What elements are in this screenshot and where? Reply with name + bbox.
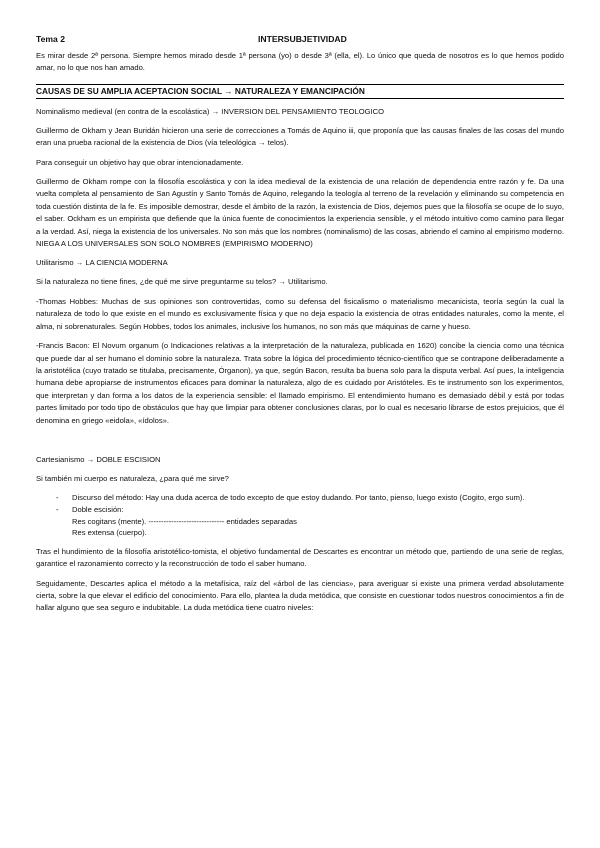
cartesianismo-list [36, 492, 564, 515]
cartesianismo-heading: Cartesianismo → DOBLE ESCISION [36, 454, 161, 464]
utilitarismo-paragraph-1: Si la naturaleza no tiene fines, ¿de qué me sirve preguntarme su telos? → Utilitarismo. [36, 277, 328, 287]
cartesianismo-question: Si también mi cuerpo es naturaleza, ¿para qué me sirve? [36, 473, 229, 483]
res-cogitans-line: Res cogitans (mente). ------------------------------ entidades separadas [72, 516, 297, 526]
utilitarismo-heading: Utilitarismo → LA CIENCIA MODERNA [36, 258, 168, 268]
topic-number: Tema 2 [36, 34, 65, 44]
nominalismo-paragraph-1: Guillermo de Okham y Jean Buridán hicieron una serie de correcciones a Tomás de Aquino iii, que proponía que las causas finales de las cosas del mundo eran una prueba racional de la existencia de Dios (vía teleológica → telos). [36, 125, 564, 148]
nominalismo-paragraph-2: Para conseguir un objetivo hay que obrar intencionadamente. [36, 157, 244, 167]
hobbes-paragraph: -Thomas Hobbes: Muchas de sus opiniones son controvertidas, como su defensa del fisicalismo o materialismo mecanicista, teoría según la cual la naturaleza de todo lo que existe en el mundo es exclusivamente física y que no deja espacio la existencia de otras entidades naturales, como la mente, el alma, ni sobrenaturales. Según Hobbes, todos los animales, inclusive los humanos, no son más que máquinas de carne y hueso. [36, 296, 564, 331]
res-extensa-line: Res extensa (cuerpo). [72, 528, 147, 538]
intro-paragraph: Es mirar desde 2ª persona. Siempre hemos mirado desde 1ª persona (yo) o desde 3ª (ella, el). Lo único que queda de nosotros es lo que hemos podido amar, no lo que nos han amado. [36, 51, 564, 73]
page-title: INTERSUBJETIVIDAD [258, 34, 347, 44]
list-item: - Discurso del método: Hay una duda acerca de todo excepto de que estoy dudando. Por tanto, pienso, luego existo (Cogito, ergo sum). [56, 493, 525, 503]
descartes-paragraph-2: Seguidamente, Descartes aplica el método a la metafísica, raíz del «árbol de las ciencias», para averiguar si existe una primera verdad absolutamente cierta, sobre la que elevar el edificio del conocimiento. Para ello, plantea la duda metódica, que consiste en cuestionar todos nuestros conocimientos a fin de hallar alguno que sea seguro e indubitable. La duda metódica tiene cuatro niveles: [36, 578, 564, 613]
descartes-paragraph-1: Tras el hundimiento de la filosofía aristotélico-tomista, el objetivo fundamental de Descartes es encontrar un método que, partiendo de una serie de reglas, garantice el razonamiento correcto y la reconstrucción de todo el saber humano. [36, 546, 564, 569]
list-item: - Doble escisión: [56, 504, 124, 514]
bacon-paragraph: -Francis Bacon: El Novum organum (o Indicaciones relativas a la interpretación de la naturaleza, publicada en 1620) concibe la ciencia como una técnica que puede dar al ser humano el dominio sobre la naturaleza. Trata sobre la lógica del procedimiento técnico-científico que se contrapone deliberadamente a la aristotélica (cuyo tratado se titulaba, precisamente, Órganon), ya que, según Bacon, resulta ba buena solo para la disputa verbal. Así pues, la inteligencia humana debe apropiarse de instrumentos eficaces para dominar la naturaleza, algo de es cuidado por Aristóteles. Es te instrumento son los experimentos, que interpretan y dan forma a los datos de la experiencia sensible: el llamado empirismo. El entendimiento humano es demasiado débil y está por todas partes limitado por todo tipo de obstáculos que hay que limpiar para obtener conclusiones claras, por lo cual es necesario librarse de estos prejuicios, que él denomina en griego «eidola», «ídolos». [36, 341, 564, 425]
nominalismo-heading: Nominalismo medieval (en contra de la escolástica) → INVERSION DEL PENSAMIENTO TEOLOGICO [36, 106, 385, 116]
nominalismo-paragraph-3: Guillermo de Okham rompe con la filosofía escolástica y con la idea medieval de la existencia de una relación de dependencia entre razón y fe. Da una vuelta completa al pensamiento de San Agustín y Santo Tomás de Aquino, relegando la teología al terreno de la revelación y eliminando su competencia en toda cuestión distinta de la fe. Es imposible demostrar, desde el ámbito de la razón, la existencia de Dios, dejemos pues que la filosofía se ocupe de lo suyo, el saber. Ockham es un empirista que defiende que la única fuente de conocimientos la experiencia sensible, y el método intuitivo como camino para llegar a la verdad. Así, niega la existencia de los universales. No son más que los nombres (nominalismo) de las cosas, abriendo el camino al empirismo moderno. NIEGA A LOS UNIVERSALES SON SOLO NOMBRES (EMPIRISMO MODERNO) [36, 177, 564, 249]
section-heading-bar: CAUSAS DE SU AMPLIA ACEPTACION SOCIAL → NATURALEZA Y EMANCIPACIÓN [36, 84, 564, 99]
document-page [36, 34, 564, 615]
document-header [36, 34, 564, 50]
doble-escision-text: Doble escisión: [72, 504, 124, 514]
discurso-text: Discurso del método: Hay una duda acerca de todo excepto de que estoy dudando. Por tanto, pienso, luego existo (Cogito, ergo sum). [72, 493, 525, 503]
